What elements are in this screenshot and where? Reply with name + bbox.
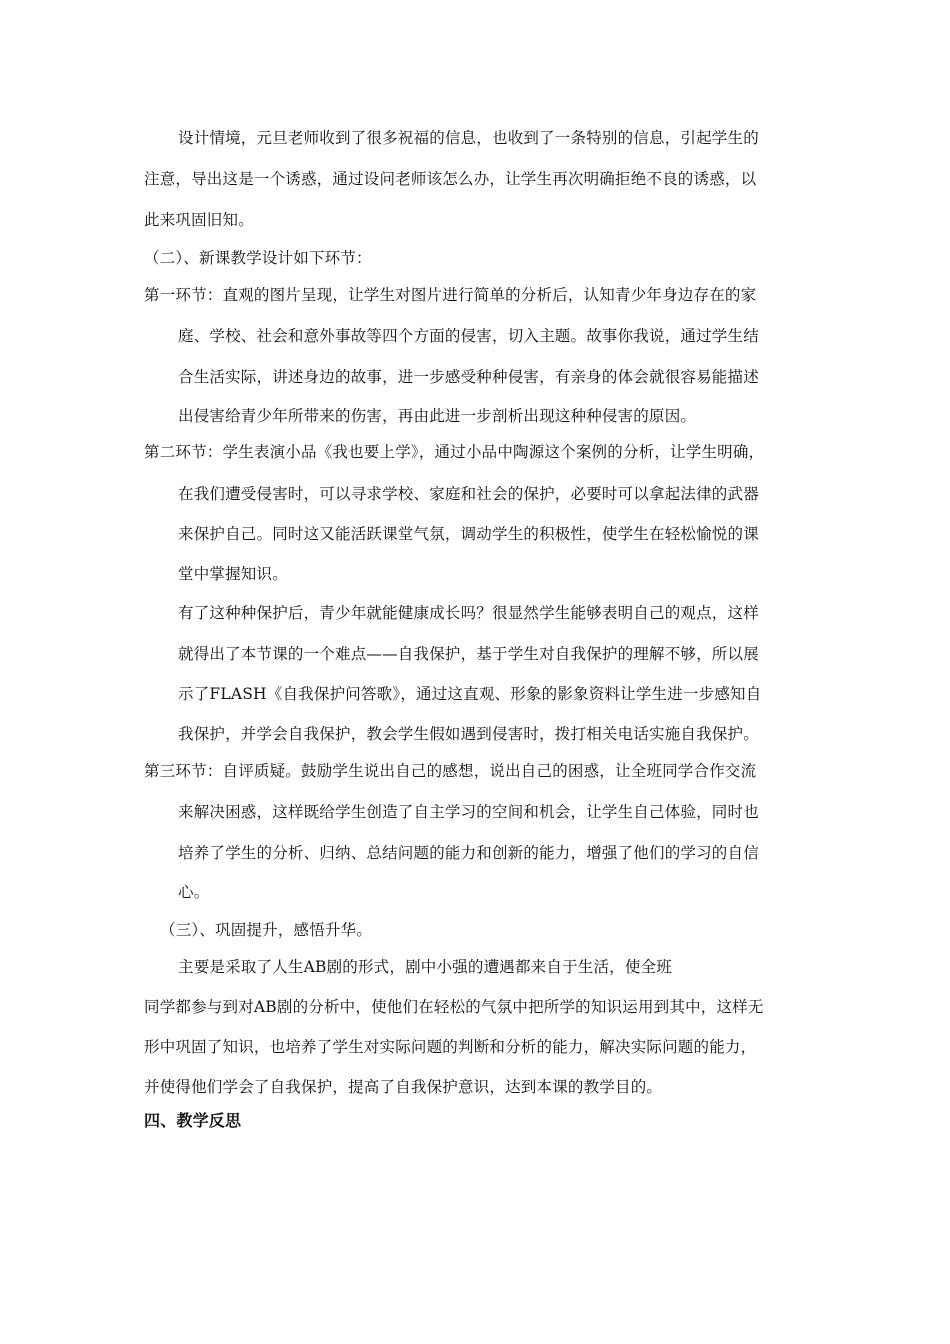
step3-line: 来解决困惑，这样既给学生创造了自主学习的空间和机会，让学生自己体验，同时也 xyxy=(178,803,759,821)
step2-line: 来保护自己。同时这又能活跃课堂气氛，调动学生的积极性，使学生在轻松愉悦的课 xyxy=(178,525,759,543)
step2-line: 在我们遭受侵害时，可以寻求学校、家庭和社会的保护，必要时可以拿起法律的武器 xyxy=(178,485,759,503)
section-heading-2: （二）、新课教学设计如下环节： xyxy=(144,249,372,267)
step1-line: 庭、学校、社会和意外事故等四个方面的侵害，切入主题。故事你我说，通过学生结 xyxy=(178,327,759,345)
step2b-line: 我保护，并学会自我保护，教会学生假如遇到侵害时，拨打相关电话实施自我保护。 xyxy=(178,725,759,743)
paragraph-line: 同学都参与到对AB剧的分析中，使他们在轻松的气氛中把所学的知识运用到其中，这样无 xyxy=(144,998,764,1016)
step2-line: 第二环节：学生表演小品《我也要上学》，通过小品中陶源这个案例的分析，让学生明确， xyxy=(144,443,765,461)
step3-line: 第三环节：自评质疑。鼓励学生说出自己的感想，说出自己的困惑，让全班同学合作交流 xyxy=(144,762,757,780)
paragraph-line: 并使得他们学会了自我保护，提高了自我保护意识，达到本课的教学目的。 xyxy=(144,1078,663,1096)
paragraph-line: 主要是采取了人生AB剧的形式，剧中小强的遭遇都来自于生活，使全班 xyxy=(178,958,672,976)
paragraph-line: 设计情境，元旦老师收到了很多祝福的信息，也收到了一条特别的信息，引起学生的 xyxy=(178,129,759,147)
section-heading-3: （三）、巩固提升，感悟升华。 xyxy=(160,921,373,939)
step3-line: 心。 xyxy=(178,883,210,901)
paragraph-line: 此来巩固旧知。 xyxy=(144,211,254,229)
section-heading-4: 四、教学反思 xyxy=(144,1111,242,1130)
step1-line: 出侵害给青少年所带来的伤害，再由此进一步剖析出现这种种侵害的原因。 xyxy=(178,407,697,425)
step3-line: 培养了学生的分析、归纳、总结问题的能力和创新的能力，增强了他们的学习的自信 xyxy=(178,844,759,862)
step2b-line: 就得出了本节课的一个难点——自我保护，基于学生对自我保护的理解不够，所以展 xyxy=(178,645,759,663)
step1-line: 合生活实际，讲述身边的故事，进一步感受种种侵害，有亲身的体会就很容易能描述 xyxy=(178,368,759,386)
step2b-line: 有了这种种保护后，青少年就能健康成长吗？很显然学生能够表明自己的观点，这样 xyxy=(178,604,759,622)
paragraph-line: 注意，导出这是一个诱惑，通过设问老师该怎么办，让学生再次明确拒绝不良的诱惑，以 xyxy=(144,170,757,188)
paragraph-line: 形中巩固了知识，也培养了学生对实际问题的判断和分析的能力，解决实际问题的能力， xyxy=(144,1038,757,1056)
step2b-line: 示了FLASH《自我保护问答歌》，通过这直观、形象的影象资料让学生进一步感知自 xyxy=(178,685,762,703)
step2-line: 堂中掌握知识。 xyxy=(178,565,288,583)
step1-line: 第一环节：直观的图片呈现，让学生对图片进行简单的分析后，认知青少年身边存在的家 xyxy=(144,286,757,304)
